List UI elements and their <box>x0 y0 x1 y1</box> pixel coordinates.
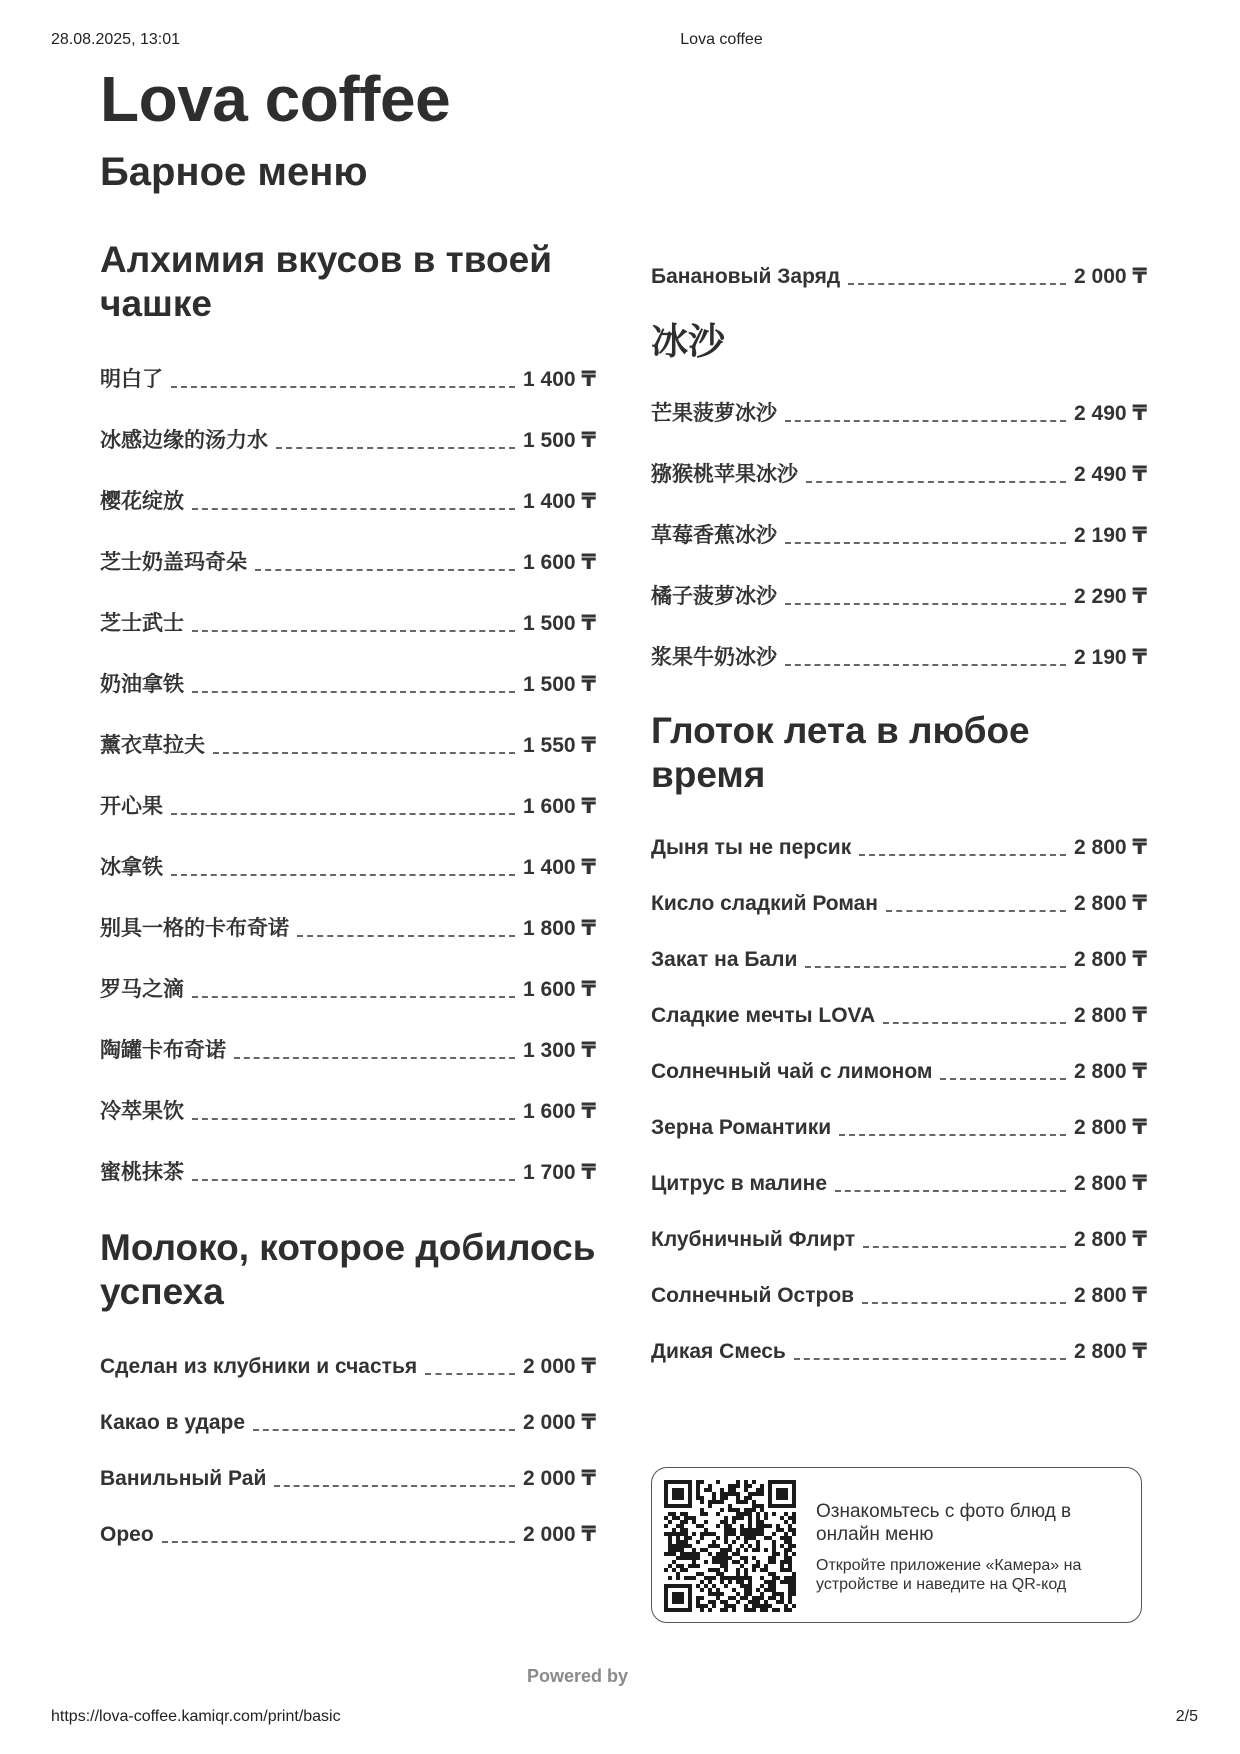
menu-item-price: 2 800 ₸ <box>1074 892 1147 915</box>
qr-code-icon[interactable] <box>664 1480 796 1612</box>
menu-item-price: 2 800 ₸ <box>1074 1172 1147 1195</box>
menu-item-name: Сладкие мечты LOVA <box>651 1004 876 1027</box>
dotted-leader <box>192 1118 515 1120</box>
qr-text <box>816 1500 1116 1594</box>
menu-item <box>651 366 1147 427</box>
section-title: 冰沙 <box>651 321 725 362</box>
dotted-leader <box>253 1429 515 1431</box>
dotted-leader <box>297 935 515 937</box>
menu-item-price: 2 000 ₸ <box>1074 265 1147 288</box>
dotted-leader <box>805 966 1066 968</box>
qr-title: Ознакомьтесь с фото блюд в онлайн меню <box>816 1501 1072 1545</box>
menu-item <box>651 234 1147 290</box>
menu-item-price: 2 000 ₸ <box>523 1411 596 1434</box>
dotted-leader <box>785 542 1066 544</box>
menu-item-name: 樱花绽放 <box>100 490 184 513</box>
menu-item-price: 2 490 ₸ <box>1074 463 1147 486</box>
menu-item-name: Орео <box>100 1523 154 1546</box>
menu-title: Барное меню <box>100 150 368 194</box>
menu-item <box>651 1309 1147 1365</box>
dotted-leader <box>171 874 515 876</box>
dotted-leader <box>274 1485 515 1487</box>
menu-item-price: 2 800 ₸ <box>1074 1004 1147 1027</box>
menu-item-price: 1 700 ₸ <box>523 1161 596 1184</box>
menu-item <box>100 698 596 759</box>
dotted-leader <box>192 630 515 632</box>
menu-item-name: Цитрус в малине <box>651 1172 828 1195</box>
menu-item <box>100 1492 596 1548</box>
dotted-leader <box>785 603 1066 605</box>
menu-item-name: 冷萃果饮 <box>100 1100 184 1123</box>
menu-item <box>651 610 1147 671</box>
menu-item-price: 2 800 ₸ <box>1074 1116 1147 1139</box>
dotted-leader <box>425 1373 515 1375</box>
menu-item-name: 陶罐卡布奇诺 <box>100 1039 226 1062</box>
menu-item-price: 1 600 ₸ <box>523 1100 596 1123</box>
menu-item-price: 1 400 ₸ <box>523 856 596 879</box>
dotted-leader <box>848 283 1066 285</box>
menu-item-price: 2 190 ₸ <box>1074 646 1147 669</box>
menu-item-name: 猕猴桃苹果冰沙 <box>651 463 798 486</box>
dotted-leader <box>859 854 1066 856</box>
menu-item-name: Кисло сладкий Роман <box>651 892 878 915</box>
menu-item-name: 冰拿铁 <box>100 856 163 879</box>
menu-item-name: Сделан из клубники и счастья <box>100 1355 418 1378</box>
menu-item-name: 明白了 <box>100 368 163 391</box>
menu-items <box>100 332 596 1186</box>
menu-item <box>100 515 596 576</box>
menu-item-price: 1 600 ₸ <box>523 551 596 574</box>
menu-item-name: 开心果 <box>100 795 163 818</box>
section-title: Молоко, которое добилось успеха <box>100 1227 596 1312</box>
qr-card <box>651 1467 1142 1623</box>
menu-item-name: Дыня ты не персик <box>651 836 852 859</box>
dotted-leader <box>171 386 515 388</box>
print-datetime: 28.08.2025, 13:01 <box>51 31 181 48</box>
section-title: Глоток лета в любое время <box>651 710 1030 795</box>
menu-item-price: 1 500 ₸ <box>523 429 596 452</box>
section-milk <box>100 1226 596 1548</box>
menu-item <box>651 917 1147 973</box>
menu-item-name: Какао в ударе <box>100 1411 246 1434</box>
menu-item-name: Дикая Смесь <box>651 1340 786 1363</box>
menu-item <box>651 549 1147 610</box>
menu-item <box>100 1380 596 1436</box>
menu-item <box>100 393 596 454</box>
menu-item-name: 橘子菠萝冰沙 <box>651 585 777 608</box>
dotted-leader <box>839 1134 1066 1136</box>
menu-item <box>651 973 1147 1029</box>
menu-item <box>651 1197 1147 1253</box>
dotted-leader <box>863 1246 1066 1248</box>
menu-item-name: 蜜桃抹茶 <box>100 1161 184 1184</box>
qr-subtitle: Откройте приложение «Камера» на устройстве и наведите на QR-код <box>816 1557 1082 1593</box>
menu-item-name: Солнечный Остров <box>651 1284 855 1307</box>
menu-item-price: 2 800 ₸ <box>1074 948 1147 971</box>
restaurant-name: Lova coffee <box>100 63 451 135</box>
menu-item-name: Ванильный Рай <box>100 1467 267 1490</box>
menu-item-name: 芝士武士 <box>100 612 184 635</box>
dotted-leader <box>171 813 515 815</box>
menu-item-name: 浆果牛奶冰沙 <box>651 646 777 669</box>
print-footer <box>0 1708 1240 1730</box>
menu-item-price: 1 500 ₸ <box>523 612 596 635</box>
dotted-leader <box>162 1541 515 1543</box>
section-alchemy <box>100 238 596 1186</box>
menu-item-name: 薰衣草拉夫 <box>100 734 205 757</box>
menu-item <box>100 1324 596 1380</box>
menu-item-name: Банановый Заряд <box>651 265 841 288</box>
menu-item <box>100 1064 596 1125</box>
menu-item <box>651 427 1147 488</box>
menu-item-price: 1 800 ₸ <box>523 917 596 940</box>
menu-item <box>651 488 1147 549</box>
menu-item-name: 芒果菠萝冰沙 <box>651 402 777 425</box>
dotted-leader <box>940 1078 1066 1080</box>
menu-item-price: 2 490 ₸ <box>1074 402 1147 425</box>
menu-item-name: 罗马之滴 <box>100 978 184 1001</box>
section-frappe <box>651 320 1147 671</box>
menu-item-name: Клубничный Флирт <box>651 1228 856 1251</box>
menu-item <box>100 332 596 393</box>
menu-item-price: 2 800 ₸ <box>1074 1284 1147 1307</box>
section-summer <box>651 709 1147 1365</box>
menu-item-price: 2 800 ₸ <box>1074 836 1147 859</box>
dotted-leader <box>835 1190 1066 1192</box>
print-url: https://lova-coffee.kamiqr.com/print/basic <box>51 1708 341 1725</box>
menu-items <box>651 805 1147 1365</box>
dotted-leader <box>192 1179 515 1181</box>
menu-item <box>651 1141 1147 1197</box>
menu-item-price: 2 800 ₸ <box>1074 1060 1147 1083</box>
menu-item-name: 芝士奶盖玛奇朵 <box>100 551 247 574</box>
menu-item-name: 奶油拿铁 <box>100 673 184 696</box>
dotted-leader <box>213 752 515 754</box>
menu-item-price: 2 000 ₸ <box>523 1355 596 1378</box>
menu-item-price: 2 000 ₸ <box>523 1467 596 1490</box>
menu-item-price: 1 500 ₸ <box>523 673 596 696</box>
menu-item-price: 1 550 ₸ <box>523 734 596 757</box>
page-number: 2/5 <box>1175 1708 1198 1725</box>
menu-item-price: 1 400 ₸ <box>523 368 596 391</box>
menu-item <box>100 1436 596 1492</box>
menu-item-price: 2 290 ₸ <box>1074 585 1147 608</box>
menu-items <box>651 366 1147 671</box>
dotted-leader <box>192 691 515 693</box>
menu-item <box>651 1029 1147 1085</box>
menu-column-left <box>100 238 596 1548</box>
dotted-leader <box>785 664 1066 666</box>
dotted-leader <box>794 1358 1066 1360</box>
menu-item <box>651 861 1147 917</box>
menu-item-name: 别具一格的卡布奇诺 <box>100 917 289 940</box>
menu-item <box>651 1085 1147 1141</box>
dotted-leader <box>234 1057 515 1059</box>
powered-by: Powered by <box>526 1666 629 1686</box>
dotted-leader <box>255 569 515 571</box>
menu-item <box>651 805 1147 861</box>
dotted-leader <box>276 447 515 449</box>
menu-item-name: 冰感边缘的汤力水 <box>100 429 268 452</box>
menu-item-name: Закат на Бали <box>651 948 798 971</box>
dotted-leader <box>785 420 1066 422</box>
menu-item-price: 1 600 ₸ <box>523 978 596 1001</box>
dotted-leader <box>192 508 515 510</box>
menu-item-price: 1 300 ₸ <box>523 1039 596 1062</box>
menu-items <box>100 1324 596 1548</box>
menu-item-price: 2 190 ₸ <box>1074 524 1147 547</box>
menu-item <box>100 820 596 881</box>
menu-items <box>651 234 1147 290</box>
print-page-title: Lova coffee <box>680 31 763 48</box>
menu-item <box>100 942 596 1003</box>
menu-item-price: 1 600 ₸ <box>523 795 596 818</box>
menu-column-right <box>651 238 1147 1365</box>
menu-item-name: Солнечный чай с лимоном <box>651 1060 933 1083</box>
print-header <box>0 31 1240 53</box>
menu-item <box>651 1253 1147 1309</box>
menu-item-name: Зерна Романтики <box>651 1116 832 1139</box>
menu-item <box>100 454 596 515</box>
menu-item-name: 草莓香蕉冰沙 <box>651 524 777 547</box>
dotted-leader <box>862 1302 1066 1304</box>
menu-item <box>100 1125 596 1186</box>
dotted-leader <box>883 1022 1066 1024</box>
menu-item-price: 2 800 ₸ <box>1074 1340 1147 1363</box>
menu-item-price: 2 000 ₸ <box>523 1523 596 1546</box>
menu-item <box>100 759 596 820</box>
dotted-leader <box>806 481 1066 483</box>
menu-item <box>100 576 596 637</box>
menu-item <box>100 881 596 942</box>
dotted-leader <box>192 996 515 998</box>
menu-item <box>100 1003 596 1064</box>
menu-item <box>100 637 596 698</box>
section-title: Алхимия вкусов в твоей чашке <box>100 239 552 324</box>
dotted-leader <box>886 910 1066 912</box>
menu-item-price: 1 400 ₸ <box>523 490 596 513</box>
menu-item-price: 2 800 ₸ <box>1074 1228 1147 1251</box>
